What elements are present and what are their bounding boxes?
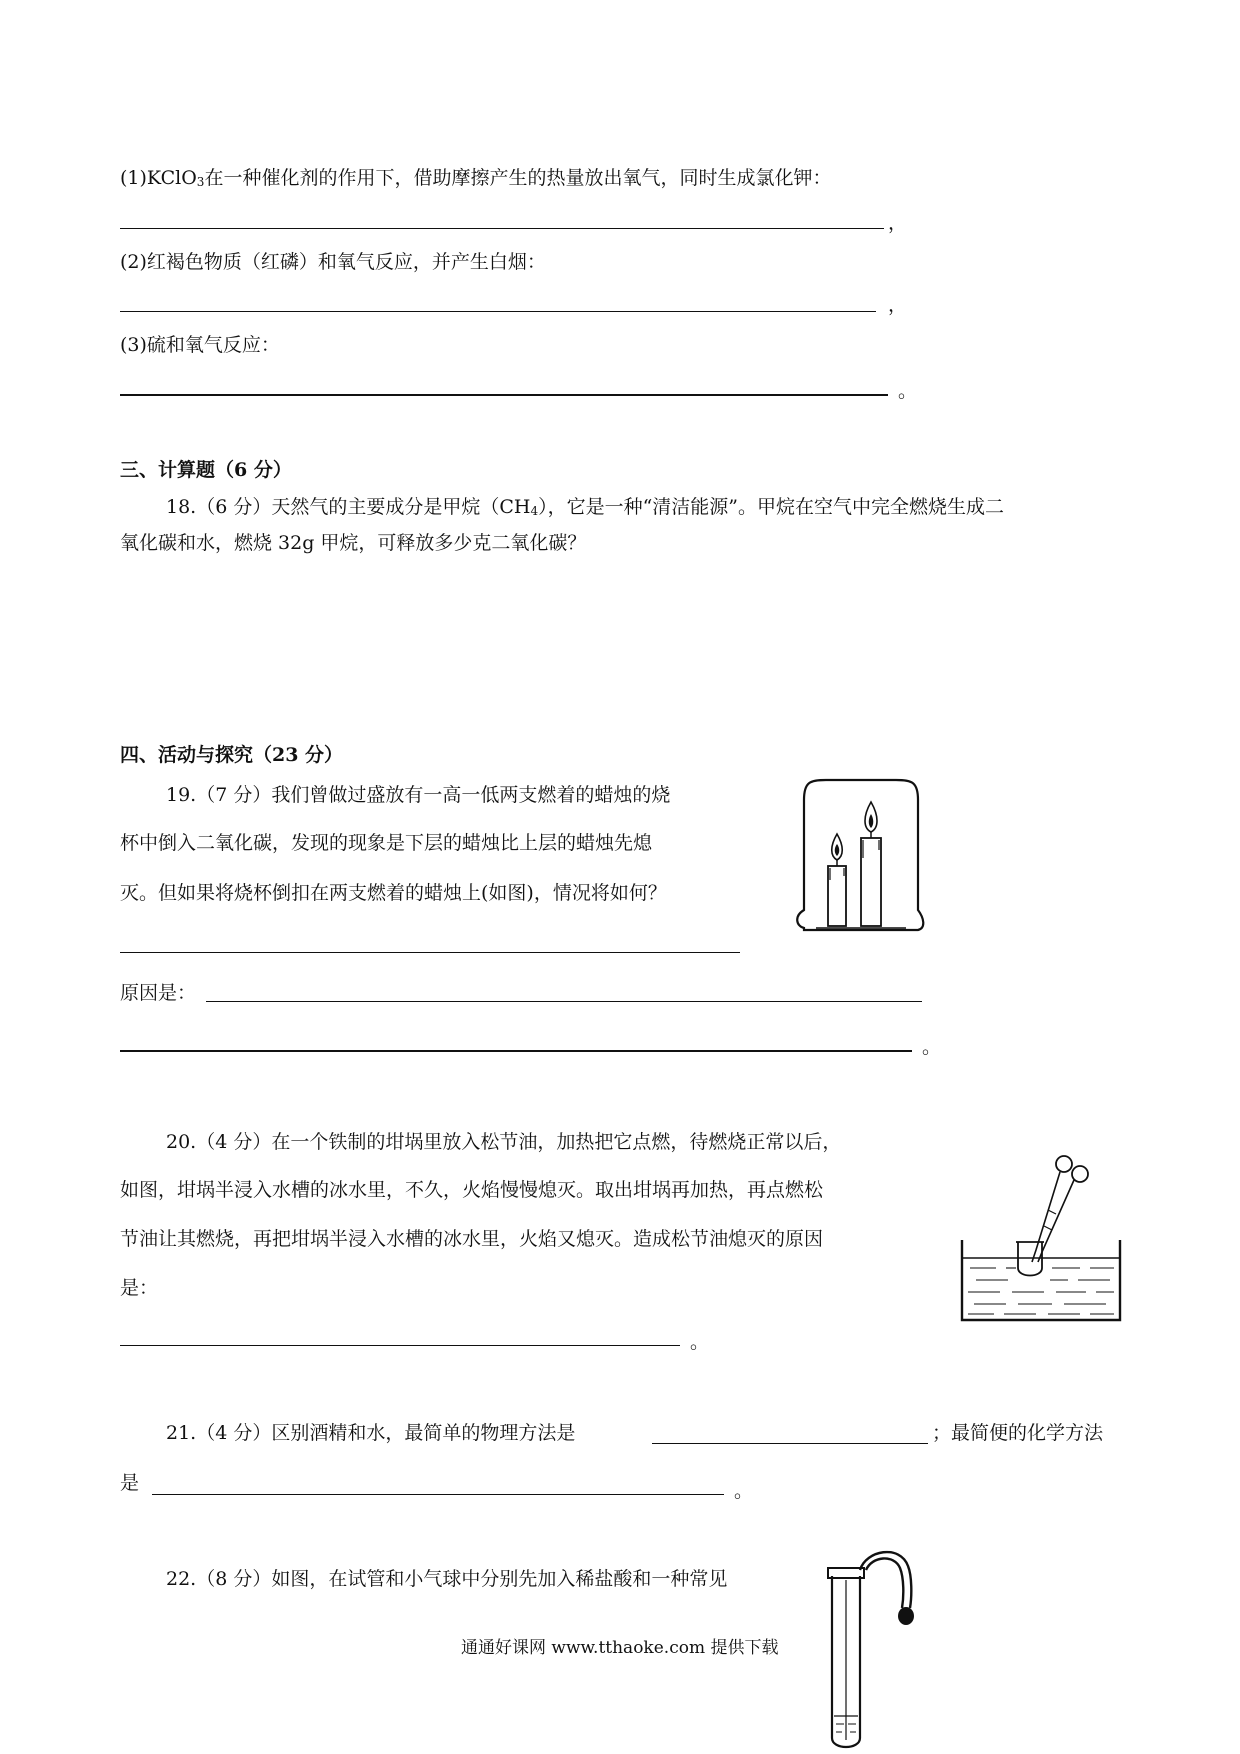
q21-line2-pre: 是 <box>120 1472 140 1494</box>
q19-line3: 灭。但如果将烧杯倒扣在两支燃着的蜡烛上(如图)，情况将如何？ <box>120 882 667 904</box>
candles-under-beaker-figure <box>786 776 936 936</box>
q19-line2: 杯中倒入二氧化碳，发现的现象是下层的蜡烛比上层的蜡烛先熄 <box>120 832 653 854</box>
answer-line-q19-2[interactable] <box>206 1001 922 1002</box>
comma: ， <box>888 294 908 316</box>
answer-line-q19-3[interactable] <box>120 1050 912 1052</box>
answer-line-q17-1[interactable] <box>120 228 884 229</box>
period: 。 <box>898 380 918 402</box>
crucible-in-water-trough-figure <box>956 1150 1126 1330</box>
q19-reason-label: 原因是： <box>120 982 197 1004</box>
answer-line-q21-physical[interactable] <box>652 1443 928 1444</box>
q20-line2: 如图，坩埚半浸入水槽的冰水里，不久，火焰慢慢熄灭。取出坩埚再加热，再点燃松 <box>120 1179 824 1201</box>
q20-line4: 是： <box>120 1277 159 1299</box>
q18-line1: 18.（6 分）天然气的主要成分是甲烷$(CH_4)$，它是一种“清洁能源”。甲烷在空气中完全燃烧生成二 <box>166 496 1005 518</box>
q20-line3: 节油让其燃烧，再把坩埚半浸入水槽的冰水里，火焰又熄灭。造成松节油熄灭的原因 <box>120 1228 824 1250</box>
answer-line-q21-chemical[interactable] <box>152 1494 724 1495</box>
q22-line1: 22.（8 分）如图，在试管和小气球中分别先加入稀盐酸和一种常见 <box>166 1568 728 1590</box>
q19-line1: 19.（7 分）我们曾做过盛放有一高一低两支燃着的蜡烛的烧 <box>166 784 671 806</box>
answer-line-q19-1[interactable] <box>120 952 740 953</box>
period: 。 <box>922 1036 942 1058</box>
q18-line2: 氧化碳和水，燃烧 32g 甲烷，可释放多少克二氧化碳？ <box>120 532 587 554</box>
q21-line1-mid: ；最简便的化学方法 <box>932 1422 1104 1444</box>
period: 。 <box>690 1331 710 1353</box>
answer-line-q20[interactable] <box>120 1345 680 1346</box>
q17-sub2-text: (2)红褐色物质（红磷）和氧气反应，并产生白烟： <box>120 251 546 273</box>
footer-download-note: 通通好课网 www.tthaoke.com 提供下载 <box>461 1638 779 1658</box>
q17-sub1-text: (1)KClO$_3$在一种催化剂的作用下，借助摩擦产生的热量放出氧气，同时生成氯化钾： <box>120 167 832 189</box>
q17-sub3-text: (3)硫和氧气反应： <box>120 334 280 356</box>
answer-line-q17-3[interactable] <box>120 394 888 396</box>
answer-line-q17-2[interactable] <box>120 311 876 312</box>
test-tube-with-balloon-figure <box>820 1546 920 1754</box>
section4-title: 四、活动与探究（23 分） <box>120 744 344 766</box>
q20-line1: 20.（4 分）在一个铁制的坩埚里放入松节油，加热把它点燃，待燃烧正常以后， <box>166 1131 842 1153</box>
section3-title: 三、计算题（6 分） <box>120 459 292 481</box>
period: 。 <box>734 1480 754 1502</box>
q21-line1-pre: 21.（4 分）区别酒精和水，最简单的物理方法是 <box>166 1422 576 1444</box>
comma: ， <box>888 212 908 234</box>
